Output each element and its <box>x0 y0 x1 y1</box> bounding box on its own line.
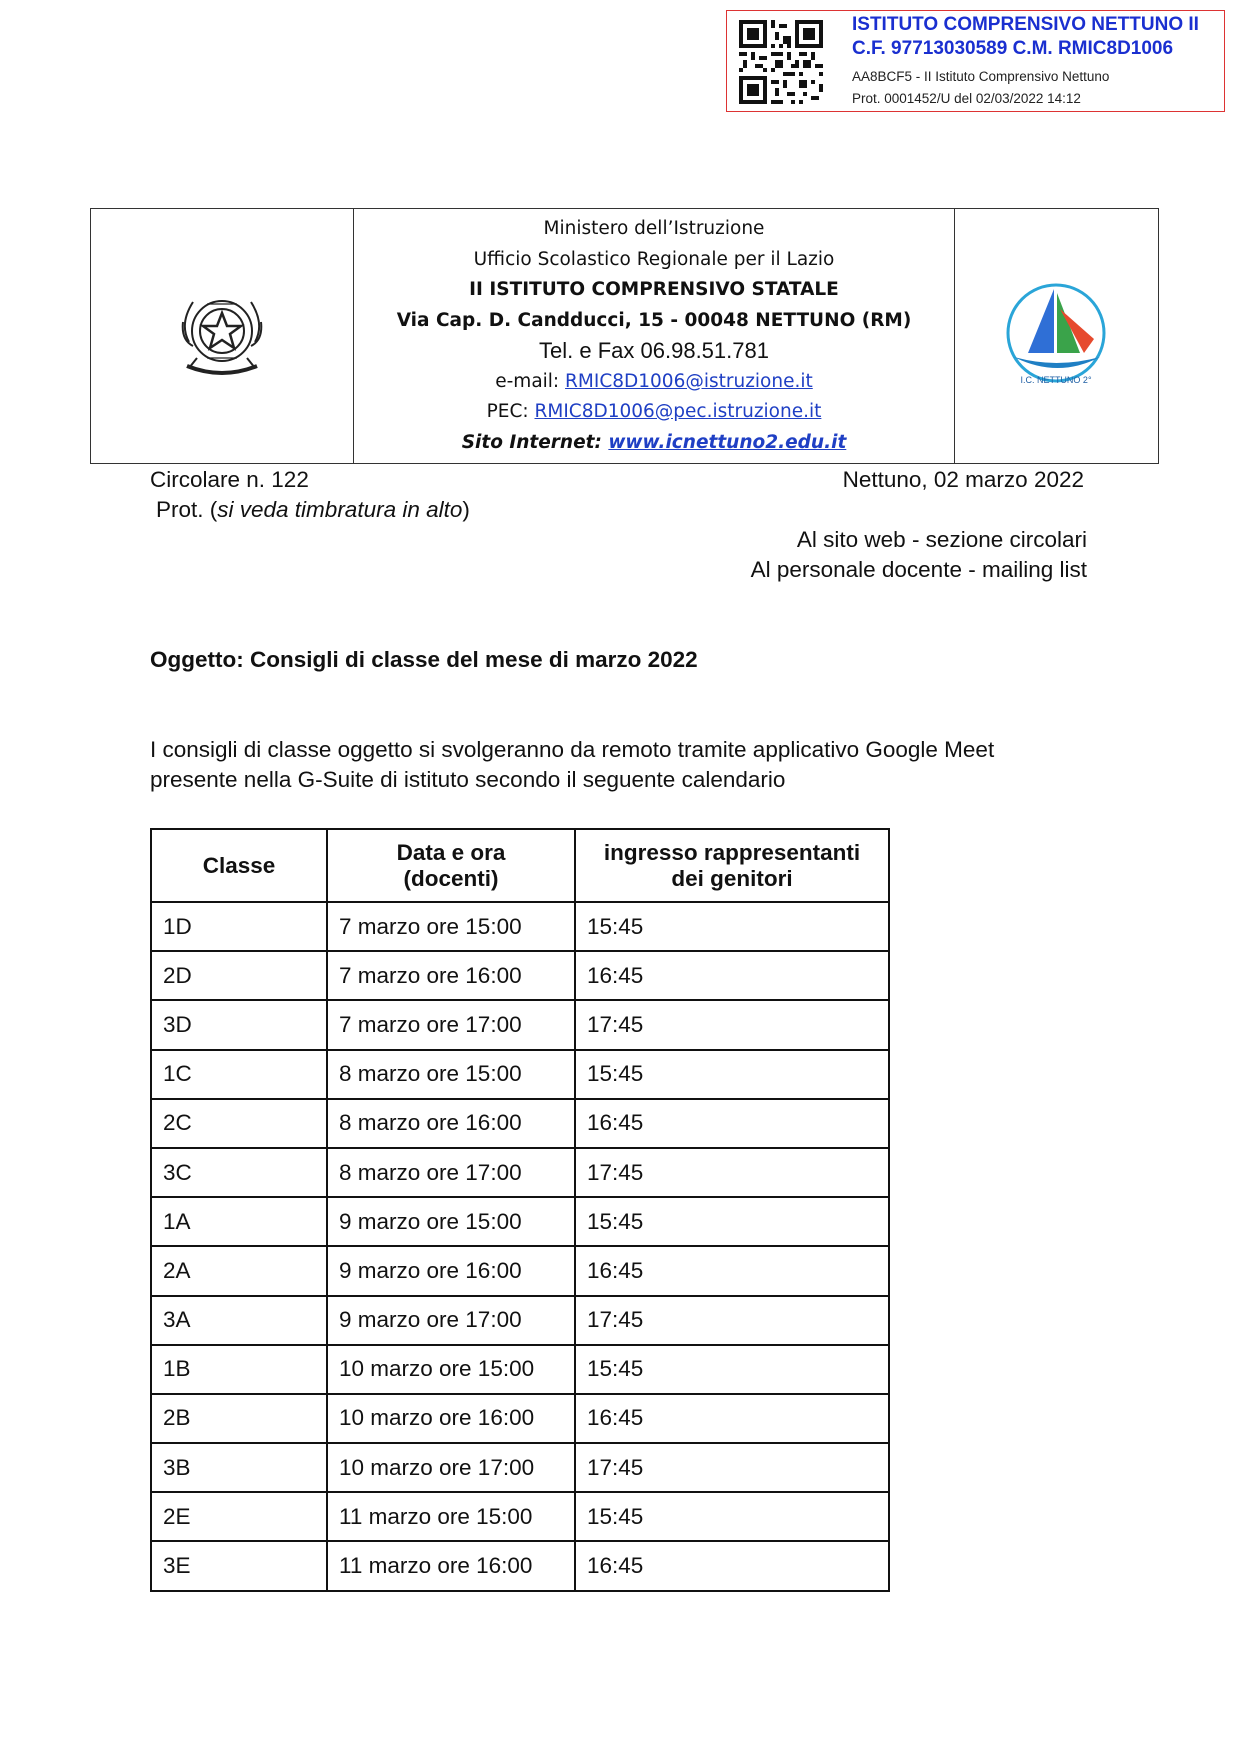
website-line <box>354 428 954 459</box>
school-logo-icon <box>994 279 1119 389</box>
cell-classe: 3C <box>151 1148 327 1197</box>
stamp-protocol: Prot. 0001452/U del 02/03/2022 14:12 <box>852 91 1081 106</box>
table-row <box>151 1492 889 1541</box>
body-line: I consigli di classe oggetto si svolgeranno da remoto tramite applicativo Google Meet <box>150 737 995 762</box>
school-name: II ISTITUTO COMPRENSIVO STATALE <box>469 279 839 300</box>
qr-code-icon <box>739 20 823 104</box>
protocol-stamp <box>726 10 1225 112</box>
emblem-cell <box>91 209 354 464</box>
table-row <box>151 1000 889 1049</box>
cell-classe: 1A <box>151 1197 327 1246</box>
letterhead-text <box>354 209 955 464</box>
header-text: dei genitori <box>671 865 793 891</box>
header-data-ora <box>327 829 575 902</box>
header-text: Classe <box>202 852 276 878</box>
letterhead <box>90 208 1159 464</box>
table-row <box>151 1345 889 1394</box>
stamp-institute: ISTITUTO COMPRENSIVO NETTUNO II <box>852 14 1199 35</box>
header-text: Data e ora <box>396 839 506 865</box>
cell-classe: 2E <box>151 1492 327 1541</box>
cell-classe: 1B <box>151 1345 327 1394</box>
cell-classe: 2B <box>151 1394 327 1443</box>
pec-link[interactable]: RMIC8D1006@pec.istruzione.it <box>534 401 822 422</box>
table-row <box>151 1394 889 1443</box>
school-address: Via Cap. D. Candducci, 15 - 00048 NETTUNO (RM) <box>396 309 912 331</box>
pec-label: PEC: <box>486 401 535 422</box>
table-row <box>151 1050 889 1099</box>
protocol-prefix: Prot. ( <box>156 497 218 522</box>
cell-data-ora: 9 marzo ore 15:00 <box>327 1197 575 1246</box>
header-ingresso <box>575 829 889 902</box>
protocol-italic: si veda timbratura in alto <box>217 497 463 522</box>
cell-ingresso: 16:45 <box>575 1099 889 1148</box>
logo-cell <box>955 209 1159 464</box>
cell-classe: 2D <box>151 951 327 1000</box>
cell-classe: 3E <box>151 1541 327 1590</box>
table-row <box>151 1296 889 1345</box>
schedule-header-row <box>151 829 889 902</box>
email-line <box>354 367 954 398</box>
schedule-body <box>151 902 889 1591</box>
schedule-table <box>150 828 890 1592</box>
school-logo-text: I.C. NETTUNO 2° <box>1020 374 1092 385</box>
pec-line <box>354 397 954 428</box>
header-text: (docenti) <box>403 865 499 891</box>
cell-data-ora: 7 marzo ore 17:00 <box>327 1000 575 1049</box>
cell-ingresso: 17:45 <box>575 1443 889 1492</box>
cell-ingresso: 17:45 <box>575 1296 889 1345</box>
school-phone: Tel. e Fax 06.98.51.781 <box>539 338 769 363</box>
recipient-line: Al personale docente - mailing list <box>750 557 1087 582</box>
cell-data-ora: 7 marzo ore 15:00 <box>327 902 575 951</box>
cell-data-ora: 10 marzo ore 17:00 <box>327 1443 575 1492</box>
circolare-number: Circolare n. 122 <box>150 467 309 492</box>
table-row <box>151 1541 889 1590</box>
cell-classe: 3B <box>151 1443 327 1492</box>
italian-emblem-icon <box>167 284 277 384</box>
cell-data-ora: 7 marzo ore 16:00 <box>327 951 575 1000</box>
cell-ingresso: 15:45 <box>575 1197 889 1246</box>
cell-data-ora: 11 marzo ore 16:00 <box>327 1541 575 1590</box>
cell-data-ora: 10 marzo ore 16:00 <box>327 1394 575 1443</box>
cell-classe: 2A <box>151 1246 327 1295</box>
cell-ingresso: 17:45 <box>575 1148 889 1197</box>
cell-data-ora: 11 marzo ore 15:00 <box>327 1492 575 1541</box>
cell-data-ora: 8 marzo ore 17:00 <box>327 1148 575 1197</box>
recipient-line: Al sito web - sezione circolari <box>796 527 1087 552</box>
document-date: Nettuno, 02 marzo 2022 <box>842 467 1084 492</box>
table-row <box>151 1197 889 1246</box>
cell-ingresso: 16:45 <box>575 1394 889 1443</box>
cell-data-ora: 8 marzo ore 15:00 <box>327 1050 575 1099</box>
regional-office: Ufficio Scolastico Regionale per il Lazio <box>473 248 835 270</box>
body-line: presente nella G-Suite di istituto secondo il seguente calendario <box>150 767 786 792</box>
header-text: ingresso rappresentanti <box>603 839 861 865</box>
subject: Oggetto: Consigli di classe del mese di marzo 2022 <box>150 647 698 672</box>
cell-classe: 1C <box>151 1050 327 1099</box>
cell-ingresso: 15:45 <box>575 902 889 951</box>
ministry-name: Ministero dell’Istruzione <box>543 218 765 239</box>
table-row <box>151 1246 889 1295</box>
cell-data-ora: 9 marzo ore 17:00 <box>327 1296 575 1345</box>
cell-ingresso: 15:45 <box>575 1345 889 1394</box>
cell-ingresso: 17:45 <box>575 1000 889 1049</box>
cell-ingresso: 16:45 <box>575 1541 889 1590</box>
cell-classe: 3D <box>151 1000 327 1049</box>
table-row <box>151 1148 889 1197</box>
cell-ingresso: 16:45 <box>575 951 889 1000</box>
cell-classe: 3A <box>151 1296 327 1345</box>
table-row <box>151 1099 889 1148</box>
cell-classe: 2C <box>151 1099 327 1148</box>
cell-data-ora: 8 marzo ore 16:00 <box>327 1099 575 1148</box>
cell-ingresso: 15:45 <box>575 1492 889 1541</box>
email-link[interactable]: RMIC8D1006@istruzione.it <box>565 370 813 392</box>
cell-ingresso: 15:45 <box>575 1050 889 1099</box>
table-row <box>151 1443 889 1492</box>
cell-classe: 1D <box>151 902 327 951</box>
stamp-codes: C.F. 97713030589 C.M. RMIC8D1006 <box>852 38 1174 59</box>
protocol-suffix: ) <box>462 497 470 522</box>
table-row <box>151 902 889 951</box>
website-link[interactable]: www.icnettuno2.edu.it <box>608 431 847 453</box>
header-classe <box>151 829 327 902</box>
email-label: e-mail: <box>495 370 566 392</box>
website-label: Sito Internet: <box>461 431 609 453</box>
stamp-aoo: AA8BCF5 - II Istituto Comprensivo Nettuno <box>852 69 1110 84</box>
cell-ingresso: 16:45 <box>575 1246 889 1295</box>
cell-data-ora: 9 marzo ore 16:00 <box>327 1246 575 1295</box>
protocol-note <box>156 497 470 523</box>
table-row <box>151 951 889 1000</box>
cell-data-ora: 10 marzo ore 15:00 <box>327 1345 575 1394</box>
